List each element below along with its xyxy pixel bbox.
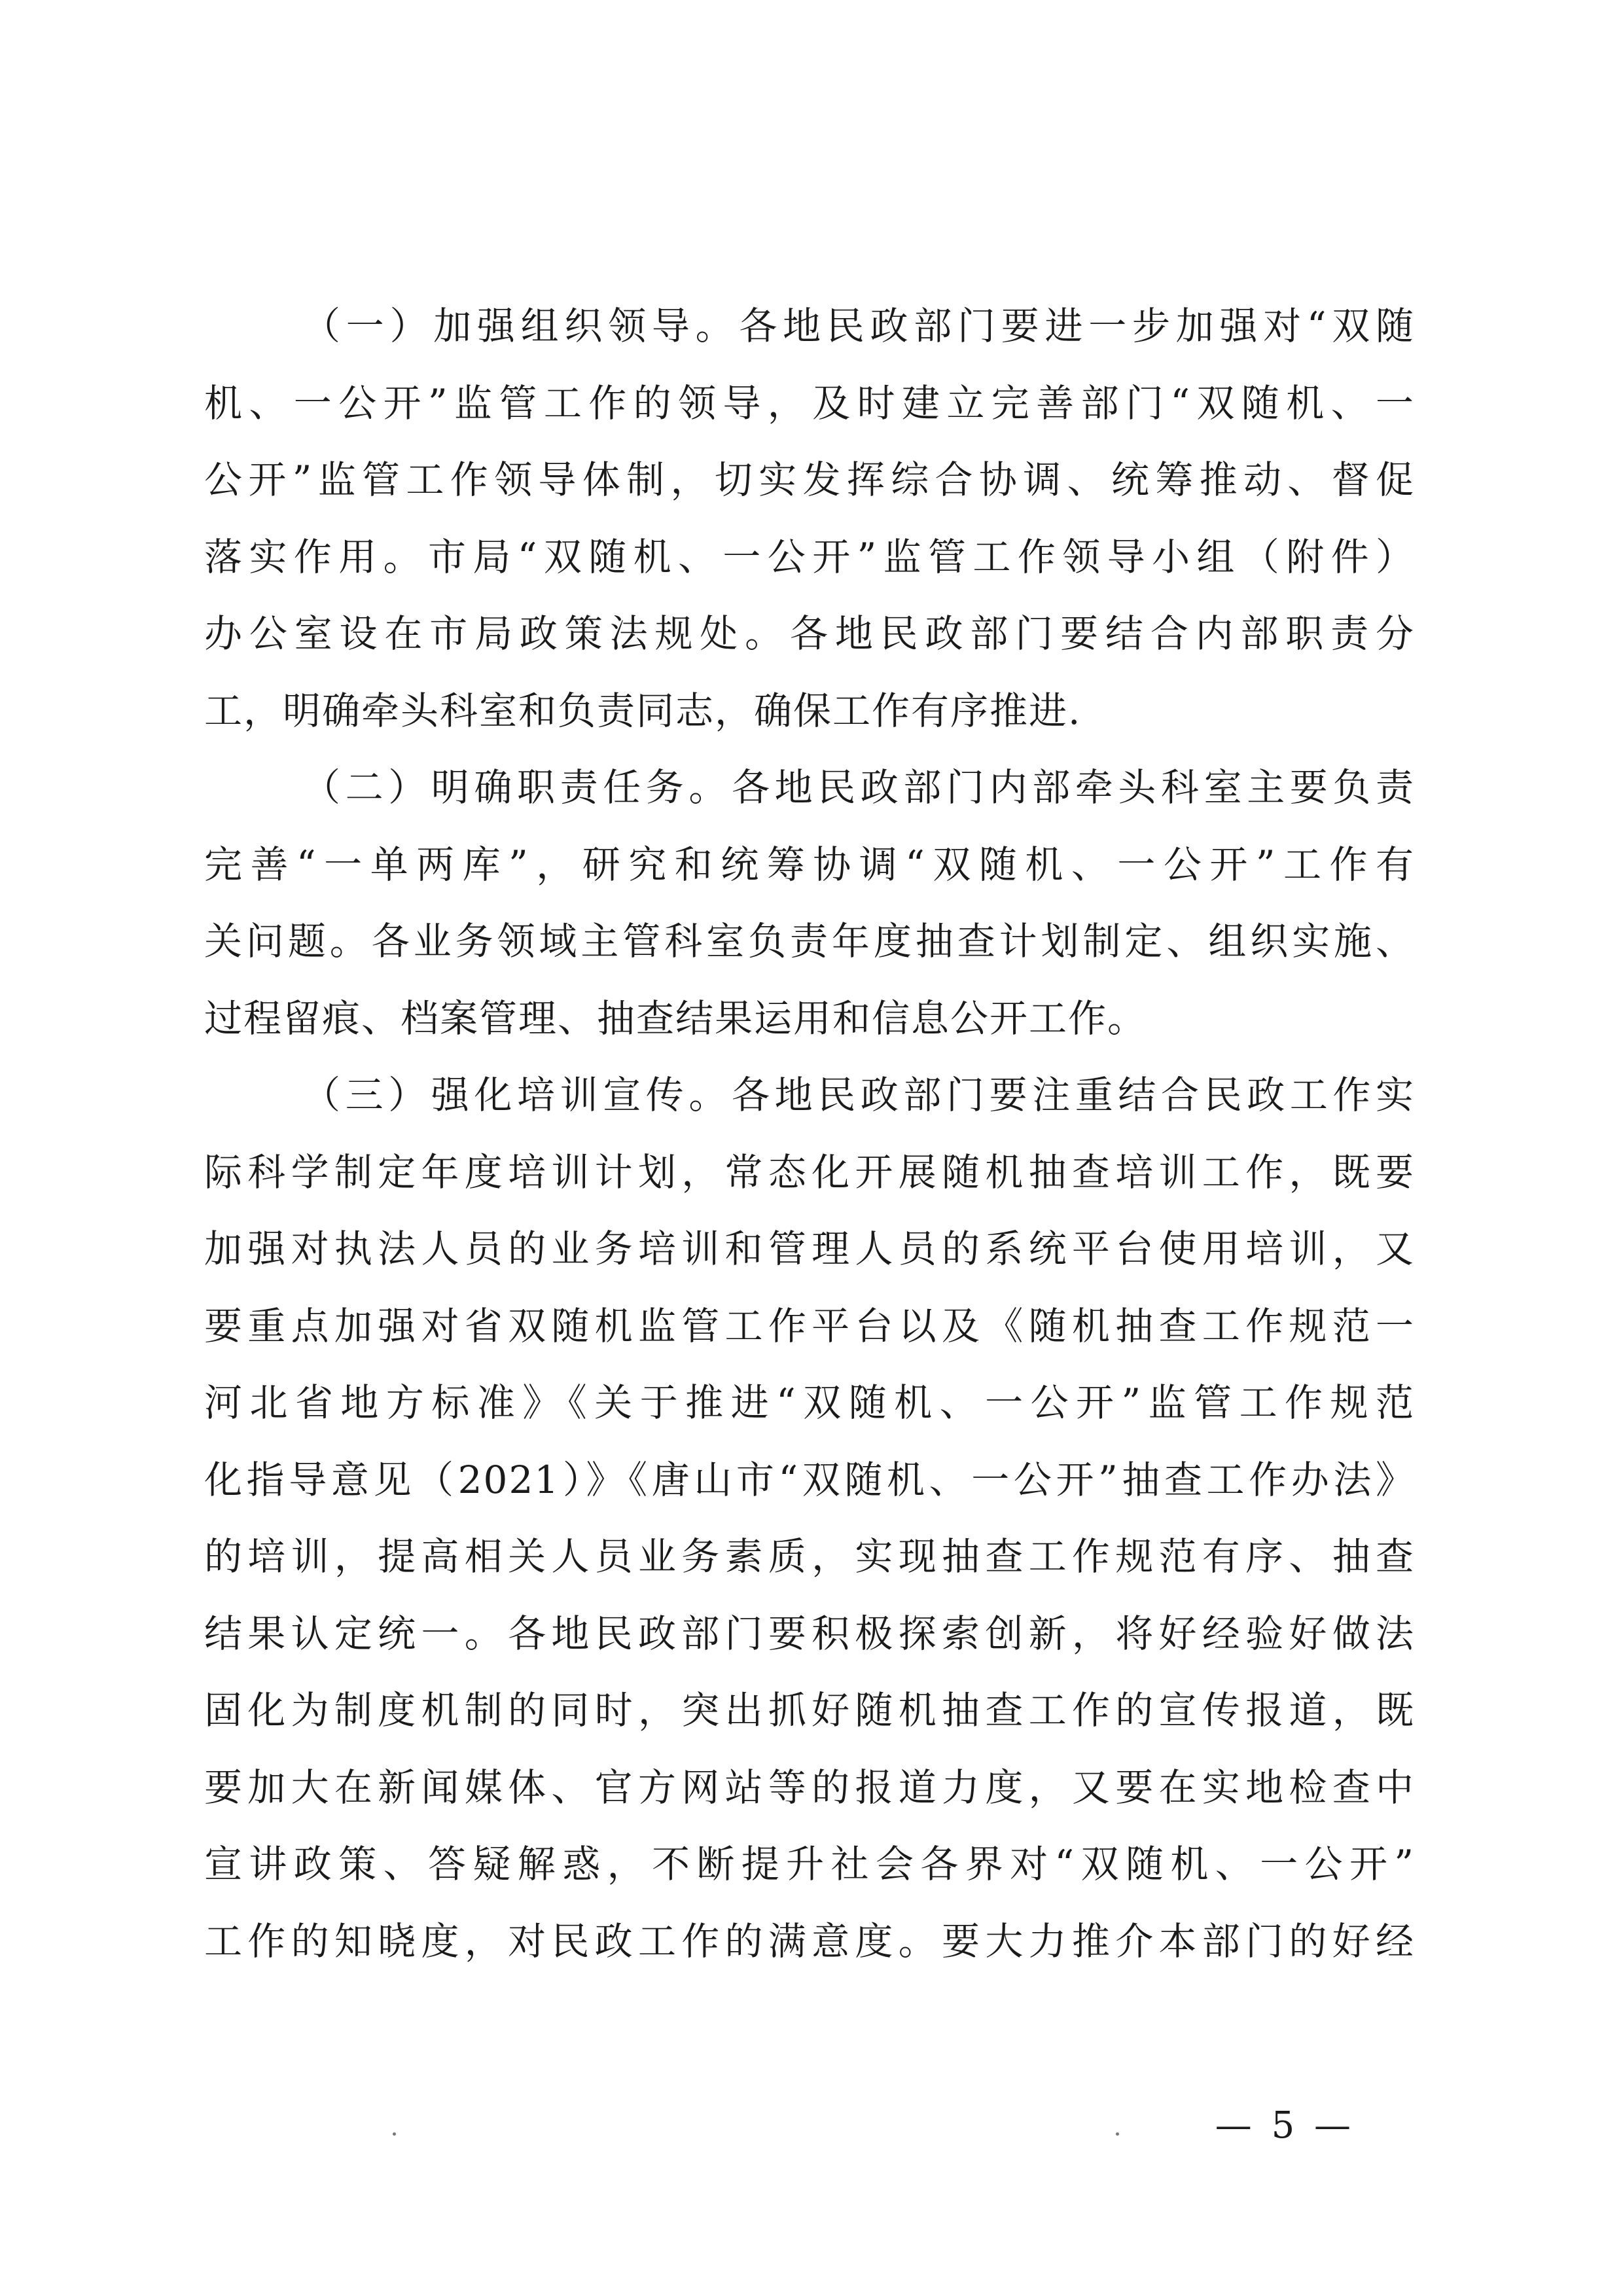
paragraph-3-line-6: 化指导意见（2021）》《唐山市“双随机、一公开”抽查工作办法》 xyxy=(204,1457,1415,1502)
scan-speck xyxy=(1116,2132,1119,2136)
paragraph-1-line-1: （一）加强组织领导。各地民政部门要进一步加强对“双随 xyxy=(302,304,1415,348)
paragraph-1-line-2: 机、一公开”监管工作的领导，及时建立完善部门“双随机、一 xyxy=(204,380,1415,425)
paragraph-3-line-9: 固化为制度机制的同时，突出抓好随机抽查工作的宣传报道，既 xyxy=(204,1688,1415,1732)
paragraph-3-line-5: 河北省地方标准》《关于推进“双随机、一公开”监管工作规范 xyxy=(204,1380,1415,1425)
paragraph-2-line-3: 关问题。各业务领域主管科室负责年度抽查计划制定、组织实施、 xyxy=(204,919,1415,963)
paragraph-3-line-8: 结果认定统一。各地民政部门要积极探索创新，将好经验好做法 xyxy=(204,1611,1415,1656)
paragraph-3-line-10: 要加大在新闻媒体、官方网站等的报道力度，又要在实地检查中 xyxy=(204,1765,1415,1810)
paragraph-1-line-3: 公开”监管工作领导体制，切实发挥综合协调、统筹推动、督促 xyxy=(204,457,1415,502)
paragraph-3-line-1: （三）强化培训宣传。各地民政部门要注重结合民政工作实 xyxy=(302,1073,1415,1117)
paragraph-3-line-12: 工作的知晓度，对民政工作的满意度。要大力推介本部门的好经 xyxy=(204,1918,1415,1964)
paragraph-2-line-1: （二）明确职责任务。各地民政部门内部牵头科室主要负责 xyxy=(302,765,1415,810)
body-text xyxy=(204,288,1415,1980)
paragraph-3-line-11: 宣讲政策、答疑解惑，不断提升社会各界对“双随机、一公开” xyxy=(204,1842,1415,1886)
scan-speck xyxy=(393,2132,396,2136)
paragraph-3-line-2: 际科学制定年度培训计划，常态化开展随机抽查培训工作，既要 xyxy=(204,1149,1415,1194)
paragraph-3-line-3: 加强对执法人员的业务培训和管理人员的系统平台使用培训，又 xyxy=(204,1227,1415,1271)
page-number: — 5 — xyxy=(1215,2104,1355,2147)
paragraph-1-line-4: 落实作用。市局“双随机、一公开”监管工作领导小组（附件） xyxy=(204,534,1415,579)
paragraph-1-line-5: 办公室设在市局政策法规处。各地民政部门要结合内部职责分 xyxy=(204,611,1415,656)
paragraph-3-line-4: 要重点加强对省双随机监管工作平台以及《随机抽查工作规范一 xyxy=(204,1303,1415,1348)
paragraph-3-line-7: 的培训，提高相关人员业务素质，实现抽查工作规范有序、抽查 xyxy=(204,1534,1415,1579)
paragraph-2-line-4: 过程留痕、档案管理、抽查结果运用和信息公开工作。 xyxy=(204,996,1147,1041)
paragraph-2-line-2: 完善“一单两库”，研究和统筹协调“双随机、一公开”工作有 xyxy=(204,842,1415,887)
paragraph-1-line-6: 工，明确牵头科室和负责同志，确保工作有序推进. xyxy=(204,688,1082,733)
